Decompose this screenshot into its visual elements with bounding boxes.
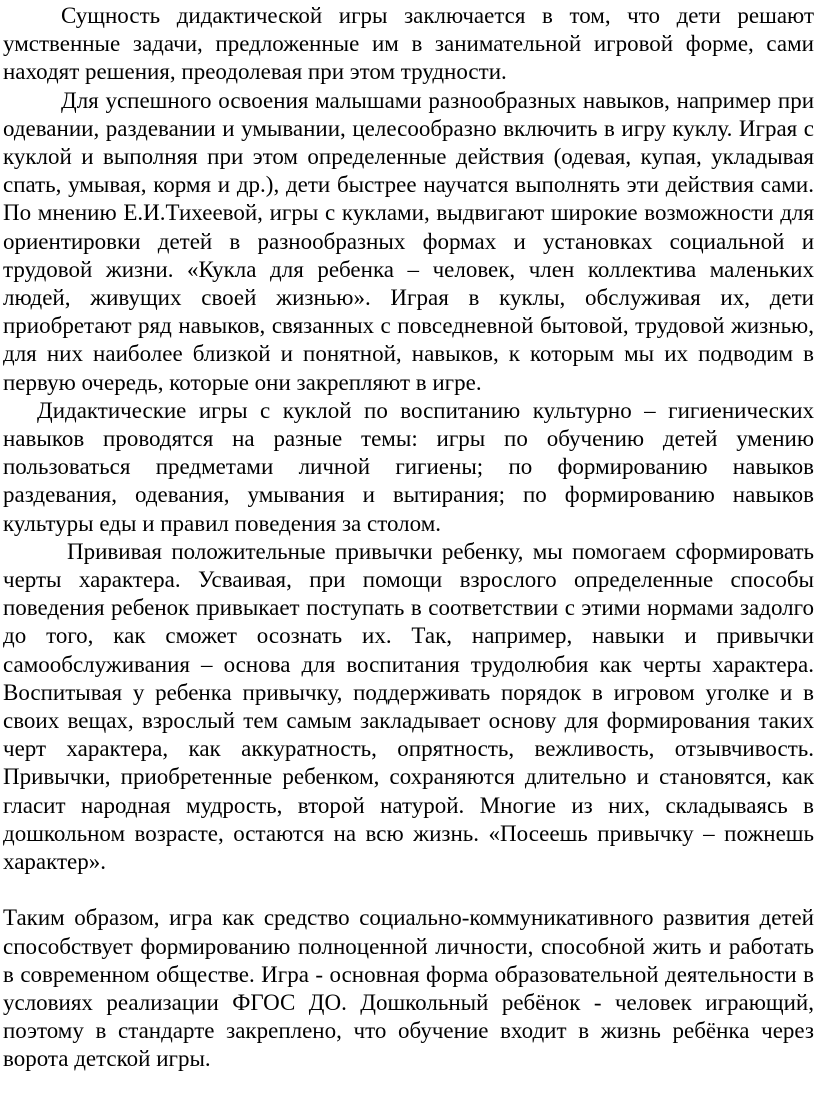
paragraph-conclusion: Таким образом, игра как средство социально-коммуникативного развития детей способствует формированию полноценной личности, способной жить и работать в современном обществе. Игра - основная форма образовательной деятельности в условиях реализации ФГОС ДО. Дошкольный ребёнок - человек играющий, поэтому в стандарте закреплено, что обучение входит в жизнь ребёнка через ворота детской игры.: [3, 905, 814, 1072]
paragraph-spacer: [3, 876, 814, 904]
paragraph-habits-character: Прививая положительные привычки ребенку, мы помогаем сформировать черты характера. Усваивая, при помощи взрослого определенные способы поведения ребенок привыкает поступать в соответствии с этими нормами задолго до того, как сможет осознать их. Так, например, навыки и привычки самообслуживания – основа для воспитания трудолюбия как черты характера. Воспитывая у ребенка привычку, поддерживать порядок в игровом уголке и в своих вещах, взрослый тем самым закладывает основу для формирования таких черт характера, как аккуратность, опрятность, вежливость, отзывчивость. Привычки, приобретенные ребенком, сохраняются длительно и становятся, как гласит народная мудрость, второй натурой. Многие из них, складываясь в дошкольном возрасте, остаются на всю жизнь. «Посеешь привычку – пожнешь характер».: [3, 538, 814, 875]
paragraph-doll-skills: Для успешного освоения малышами разнообразных навыков, например при одевании, раздевании и умывании, целесообразно включить в игру куклу. Играя с куклой и выполняя при этом определенные действия (одевая, купая, укладывая спать, умывая, кормя и др.), дети быстрее научатся выполнять эти действия сами. По мнению Е.И.Тихеевой, игры с куклами, выдвигают широкие возможности для ориентировки детей в разнообразных формах и установках социальной и трудовой жизни. «Кукла для ребенка – человек, член коллектива маленьких людей, живущих своей жизнью». Играя в куклы, обслуживая их, дети приобретают ряд навыков, связанных с повседневной бытовой, трудовой жизнью, для них наиболее близкой и понятной, навыков, к которым мы их подводим в первую очередь, которые они закрепляют в игре.: [3, 87, 814, 395]
paragraph-didactic-game-essence: Сущность дидактической игры заключается в том, что дети решают умственные задачи, предложенные им в занимательной игровой форме, сами находят решения, преодолевая при этом трудности.: [3, 3, 814, 85]
paragraph-hygiene-games: Дидактические игры с куклой по воспитанию культурно – гигиенических навыков проводятся на разные темы: игры по обучению детей умению пользоваться предметами личной гигиены; по формированию навыков раздевания, одевания, умывания и вытирания; по формированию навыков культуры еды и правил поведения за столом.: [3, 397, 814, 536]
